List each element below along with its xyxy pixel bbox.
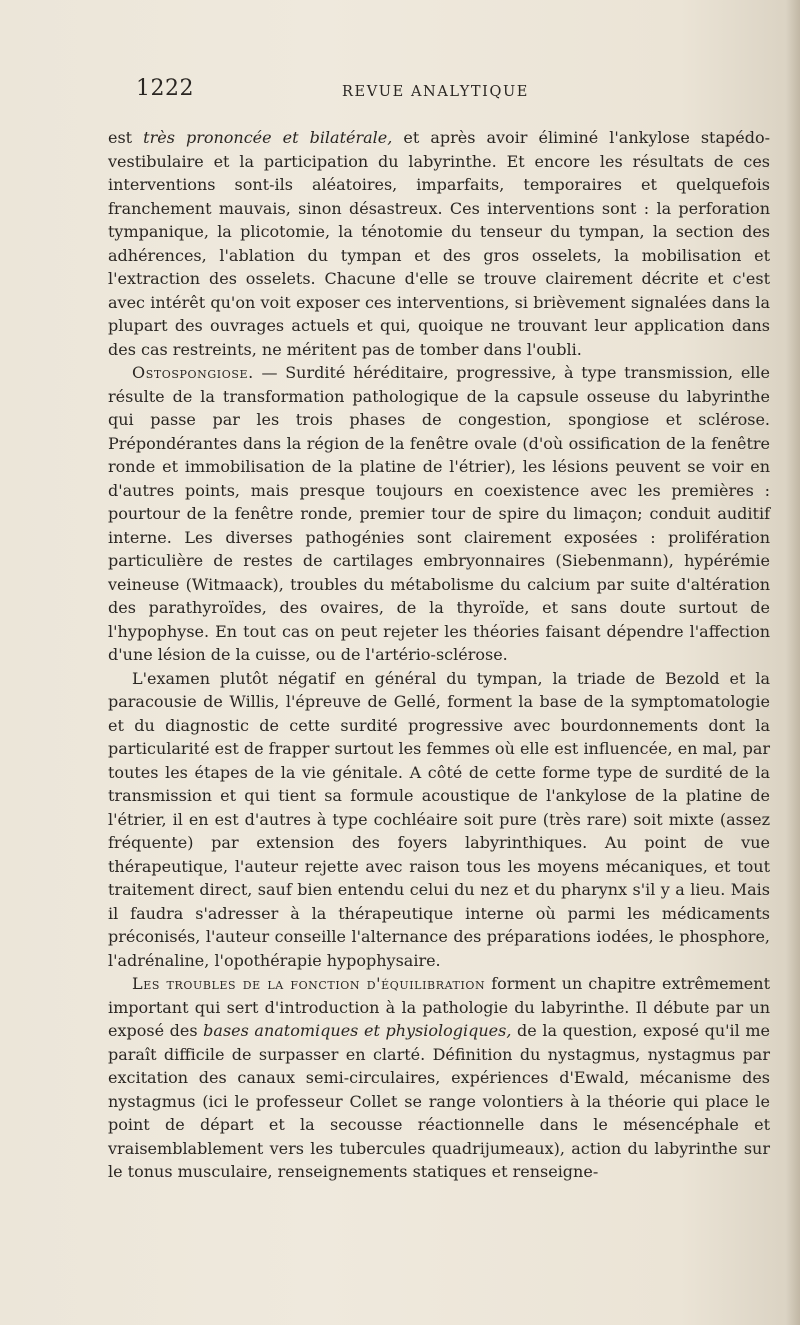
text-segment: forment un chapitre extrêmement important qui sert d'introduction à la pathologie du labyrinthe. Il débute par un exposé des bbox=[108, 974, 770, 1040]
text-segment: Les troubles de la fonction d'équilibration bbox=[132, 974, 486, 993]
running-title: REVUE ANALYTIQUE bbox=[342, 84, 529, 100]
text-segment: L'examen plutôt négatif en général du tympan, la triade de Bezold et la paracousie de Willis, l'épreuve de Gellé, forment la base de la symptomatologie et du diagnostic de cette surdité progressive avec bourdonnements dont la particularité est de frapper surtout les femmes où elle est influencée, en mal, par toutes les étapes de la vie génitale. A côté de cette forme type de surdité de la transmission et qui tient sa formule acoustique de l'ankylose de la platine de l'étrier, il en est d'autres à type cochléaire soit pure (très rare) soit mixte (assez fréquente) par extension des foyers labyrinthiques. Au point de vue thérapeutique, l'auteur rejette avec raison tous les moyens mécaniques, et tout traitement direct, sauf bien entendu celui du nez et du pharynx s'il y a lieu. Mais il faudra s'adresser à la thérapeutique interne où parmi les médicaments préconisés, l'auteur conseille l'alternance des préparations iodées, le phosphore, l'adrénaline, l'opothérapie hypophysaire. bbox=[108, 668, 770, 970]
text-segment: Ostospongiose. bbox=[132, 363, 254, 382]
paragraph-troubles-equilibration bbox=[108, 972, 770, 1184]
text-segment: et après avoir éliminé l'ankylose stapédo-vestibulaire et la participation du labyrinthe. Et encore les résultats de ces interventions sont-ils aléatoires, imparfaits, temporaires et quelquefois franchement mauvais, sinon désastreux. Ces interventions sont : la perforation tympanique, la plicotomie, la ténotomie du tenseur du tympan, la section des adhérences, l'ablation du tympan et des gros osselets, la mobilisation et l'extraction des osselets. Chacune d'elle se trouve clairement décrite et c'est avec intérêt qu'on voit exposer ces interventions, si brièvement signalées dans la plupart des ouvrages actuels et qui, quoique ne trouvant leur application dans des cas restreints, ne méritent pas de tomber dans l'oubli. bbox=[108, 128, 771, 359]
body-text bbox=[108, 126, 770, 1184]
page-edge-shadow bbox=[786, 0, 800, 1325]
text-segment: est bbox=[108, 128, 144, 147]
text-segment: de la question, exposé qu'il me paraît difficile de surpasser en clarté. Définition du nystagmus, nystagmus par excitation des canaux semi-circulaires, expériences d'Ewald, mécanisme des nystagmus (ici le professeur Collet se range volontiers à la théorie qui place le point de départ et la secousse réactionnelle dans le mésencéphale et vraisemblablement vers les tubercules quadrijumeaux), action du labyrinthe sur le tonus musculaire, renseignements statiques et renseigne- bbox=[108, 1021, 771, 1181]
paragraph-ostospongiose bbox=[108, 361, 770, 667]
text-segment: bases anatomiques et physiologiques, bbox=[203, 1021, 512, 1040]
text-segment: — Surdité héréditaire, progressive, à type transmission, elle résulte de la transformation pathologique de la capsule osseuse du labyrinthe qui passe par les trois phases de congestion, spongiose et sclérose. Prépondérantes dans la région de la fenêtre ovale (d'où ossification de la fenêtre ronde et immobilisation de la platine de l'étrier), les lésions peuvent se voir en d'autres points, mais presque toujours en coexistence avec les premières : pourtour de la fenêtre ronde, premier tour de spire du limaçon; conduit auditif interne. Les diverses pathogénies sont clairement exposées : prolifération particulière de restes de cartilages embryonnaires (Siebenmann), hypérémie veineuse (Witmaack), troubles du métabolisme du calcium par suite d'altération des parathyroïdes, des ovaires, de la thyroïde, et sans doute surtout de l'hypophyse. En tout cas on peut rejeter les théories faisant dépendre l'affection d'une lésion de la cuisse, ou de l'artério-sclérose. bbox=[108, 363, 770, 664]
page-number: 1222 bbox=[136, 76, 194, 101]
page-header bbox=[136, 76, 772, 106]
paragraph-interventions bbox=[108, 126, 770, 361]
paragraph-examen bbox=[108, 667, 770, 973]
text-segment: très prononcée et bilatérale, bbox=[143, 128, 393, 147]
